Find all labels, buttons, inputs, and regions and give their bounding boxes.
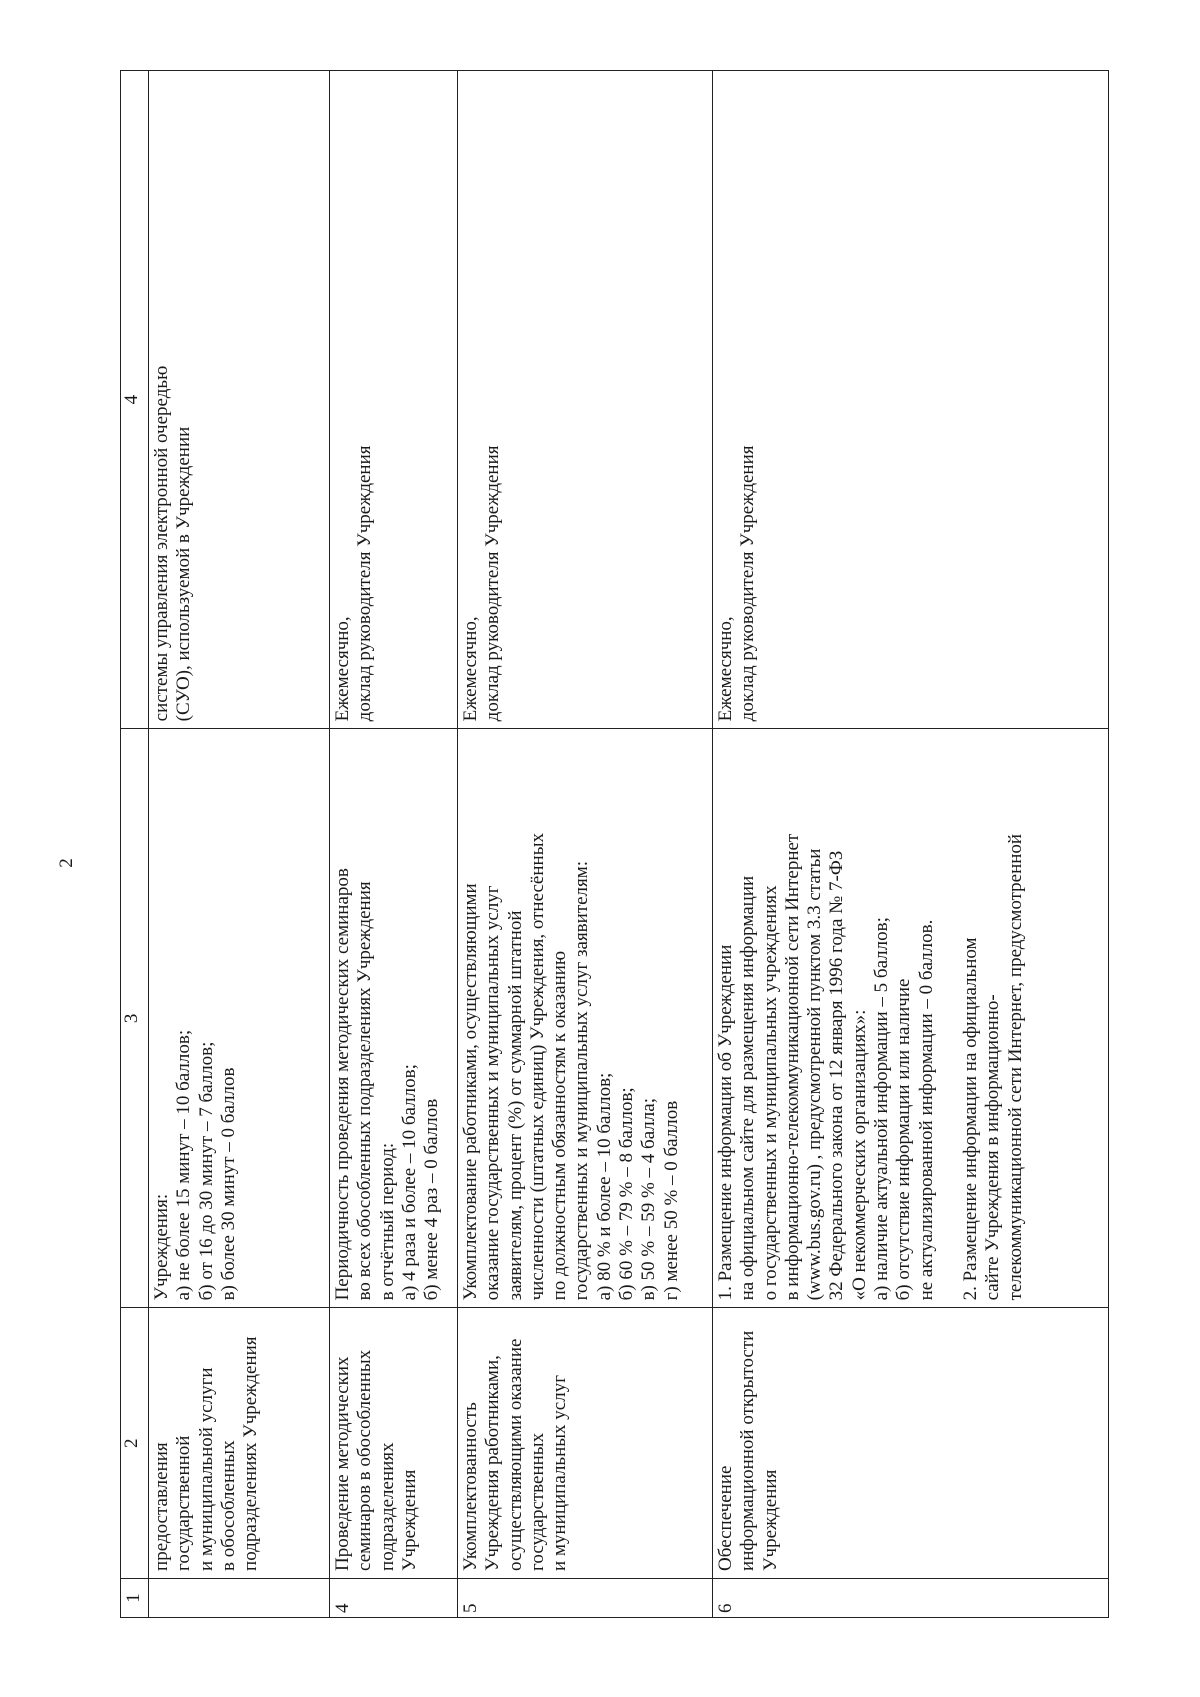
source-cell: [713, 71, 1109, 729]
criteria-cell-line: в отчётный период:: [376, 1142, 398, 1301]
criteria-cell-line: [938, 736, 960, 1300]
criteria-cell-line: Учреждения:: [151, 1193, 172, 1301]
criteria-cell-line: государственных и муниципальных услуг заявителям:: [571, 860, 593, 1301]
row-number: 6: [713, 1578, 1109, 1617]
table-row: [713, 71, 1109, 1618]
criteria-cell-line: не актуализированной информации – 0 баллов.: [915, 919, 937, 1301]
table-row: [458, 71, 713, 1618]
criteria-cell-line: 2. Размещение информации на официальном: [959, 937, 981, 1301]
criteria-cell-line: численности (штатных единиц) Учреждения, отнесённых: [526, 833, 548, 1301]
criteria-cell-line: Периодичность проведения методических семинаров: [332, 868, 353, 1301]
criteria-cell-line: б) менее 4 раз – 0 баллов: [421, 1098, 443, 1301]
source-cell-line: доклад руководителя Учреждения: [354, 445, 376, 722]
row-number: 5: [458, 1578, 713, 1617]
criteria-cell-line: б) от 16 до 30 минут – 7 баллов;: [195, 1041, 217, 1301]
criteria-cell-line: а) 4 раза и более – 10 баллов;: [398, 1064, 420, 1301]
criteria-cell-line: а) 80 % и более – 10 баллов;: [593, 1072, 615, 1301]
criteria-cell-line: (www.bus.gov.ru) , предусмотренной пунктом 3.3 статьи: [804, 848, 826, 1301]
criteria-cell-line: а) наличие актуальной информации – 5 баллов;: [871, 917, 893, 1301]
criteria-cell-line: в информационно-телекоммуникационной сети Интернет: [781, 833, 803, 1301]
indicator-cell-line: Учреждения: [759, 1469, 781, 1571]
indicator-cell-line: и муниципальных услуг: [549, 1375, 571, 1571]
criteria-cell-line: а) не более 15 минут – 10 баллов;: [173, 1029, 195, 1301]
indicator-cell: [149, 1308, 330, 1579]
indicator-cell-line: подразделениях: [376, 1442, 398, 1571]
source-cell-line: доклад руководителя Учреждения: [737, 445, 759, 722]
table-header-row: [121, 71, 149, 1618]
criteria-cell: [458, 729, 713, 1308]
criteria-cell-line: «О некоммерческих организациях»:: [848, 1009, 870, 1301]
indicator-cell-line: подразделениях Учреждения: [240, 1336, 262, 1571]
criteria-cell-line: в) 50 % – 59 % – 4 балла;: [638, 1098, 660, 1301]
criteria-cell-line: на официальном сайте для размещения информации: [737, 875, 759, 1301]
source-cell: [330, 71, 458, 729]
table-body: [149, 71, 1109, 1618]
table-row: [149, 71, 330, 1618]
indicator-cell-line: и муниципальной услуги: [195, 1367, 217, 1571]
table-row: [330, 71, 458, 1618]
indicator-cell-line: Укомплектованность: [460, 1402, 481, 1571]
col-header-2: 2: [121, 1308, 149, 1579]
source-cell-line: системы управления электронной очередью: [151, 365, 172, 722]
indicator-cell-line: предоставления: [151, 1442, 172, 1571]
criteria-cell-line: во всех обособленных подразделениях Учреждения: [354, 881, 376, 1301]
indicator-cell-line: государственной: [173, 1435, 195, 1571]
criteria-cell-line: 32 Федерального закона от 12 января 1996 года № 7-ФЗ: [826, 850, 848, 1301]
criteria-cell-line: г) менее 50 % – 0 баллов: [660, 1100, 682, 1301]
source-cell-line: доклад руководителя Учреждения: [482, 445, 504, 722]
criteria-cell-line: б) отсутствие информации или наличие: [893, 978, 915, 1301]
indicator-cell-line: семинаров в обособленных: [354, 1349, 376, 1571]
source-cell: [458, 71, 713, 729]
source-cell-line: Ежемесячно,: [715, 616, 736, 722]
criteria-cell-line: о государственных и муниципальных учреждениях: [759, 885, 781, 1301]
criteria-cell-line: заявителям, процент (%) от суммарной штатной: [504, 910, 526, 1301]
indicator-cell-line: Проведение методических: [332, 1356, 353, 1571]
col-header-3: 3: [121, 729, 149, 1308]
row-number: [149, 1578, 330, 1617]
criteria-cell-line: 1. Размещение информации об Учреждении: [715, 944, 736, 1301]
col-header-4: 4: [121, 71, 149, 729]
criteria-cell-line: в) более 30 минут – 0 баллов: [217, 1067, 239, 1301]
source-cell-line: Ежемесячно,: [460, 616, 481, 722]
indicator-cell-line: государственных: [526, 1432, 548, 1571]
col-header-1: 1: [121, 1578, 149, 1617]
criteria-table: [120, 70, 1109, 1618]
indicator-cell: [713, 1308, 1109, 1579]
indicator-cell-line: осуществляющими оказание: [504, 1338, 526, 1571]
indicator-cell-line: Обеспечение: [715, 1465, 736, 1571]
source-cell-line: (СУО), используемой в Учреждении: [173, 426, 195, 722]
criteria-cell-line: телекоммуникационной сети Интернет, предусмотренной: [1004, 833, 1026, 1301]
source-cell-line: Ежемесячно,: [332, 616, 353, 722]
indicator-cell-line: информационной открытости: [737, 1330, 759, 1571]
indicator-cell-line: Учреждения работниками,: [482, 1355, 504, 1571]
indicator-cell-line: Учреждения: [398, 1469, 420, 1571]
rotated-table-container: [120, 70, 1102, 1618]
criteria-cell: [713, 729, 1109, 1308]
criteria-cell-line: по должностным обязанностям к оказанию: [549, 950, 571, 1301]
criteria-cell: [149, 729, 330, 1308]
indicator-cell: [330, 1308, 458, 1579]
criteria-cell-line: б) 60 % – 79 % – 8 баллов;: [616, 1087, 638, 1301]
page-number: 2: [55, 858, 77, 868]
criteria-cell: [330, 729, 458, 1308]
criteria-cell-line: сайте Учреждения в информационно-: [982, 994, 1004, 1301]
source-cell: [149, 71, 330, 729]
indicator-cell-line: в обособленных: [217, 1440, 239, 1571]
criteria-cell-line: Укомплектование работниками, осуществляющими: [460, 883, 481, 1301]
criteria-cell-line: оказание государственных и муниципальных услуг: [482, 885, 504, 1301]
row-number: 4: [330, 1578, 458, 1617]
indicator-cell: [458, 1308, 713, 1579]
